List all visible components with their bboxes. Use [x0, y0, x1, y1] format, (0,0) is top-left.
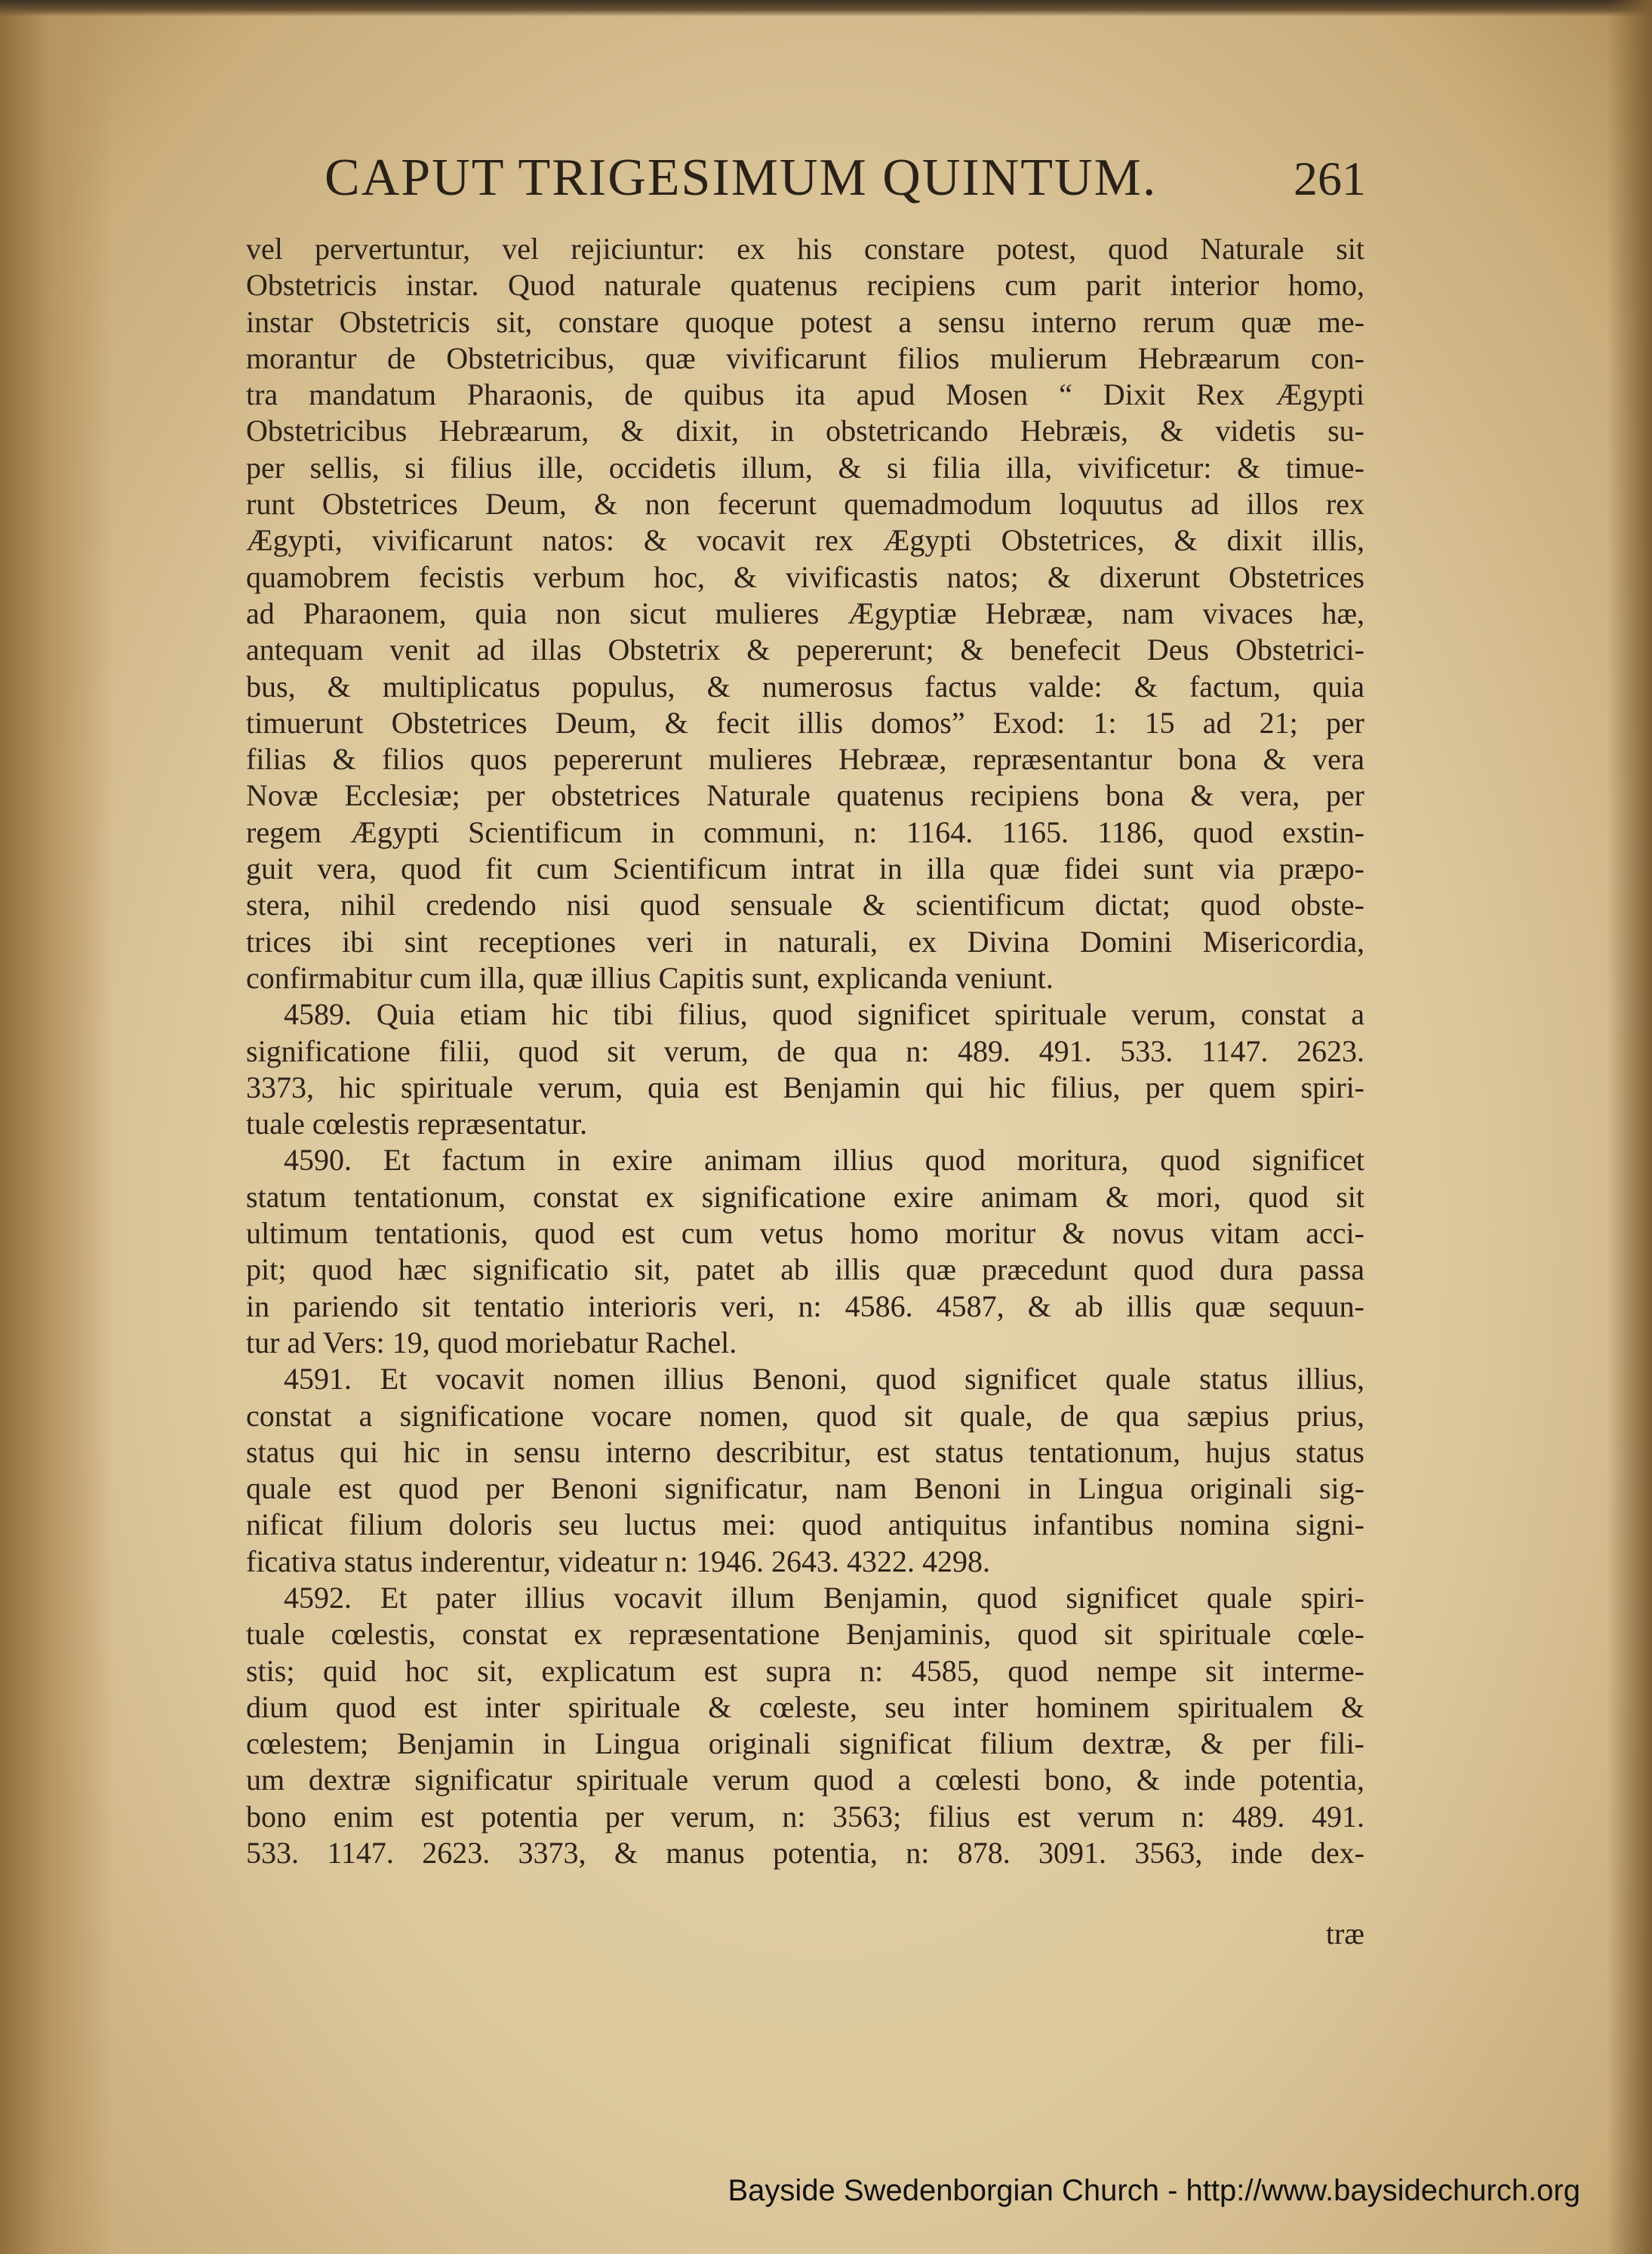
text-line: ad Pharaonem, quia non sicut mulieres Ægyptiæ Hebrææ, nam vivaces hæ, — [246, 596, 1364, 630]
text-line: 3373, hic spirituale verum, quia est Benjamin qui hic filius, per quem spiri- — [246, 1070, 1364, 1104]
text-line: vel pervertuntur, vel rejiciuntur: ex his constare potest, quod Naturale sit — [246, 232, 1364, 266]
text-line: dium quod est inter spirituale & cœleste, seu inter hominem spiritualem & — [246, 1689, 1364, 1724]
paragraph-4590-start: 4590. Et factum in exire animam illius quod moritura, quod significet — [284, 1143, 1364, 1178]
text-line: Obstetricis instar. Quod naturale quatenus recipiens cum parit interior homo, — [246, 268, 1364, 303]
text-line: timuerunt Obstetrices Deum, & fecit illis domos” Exod: 1: 15 ad 21; per — [246, 705, 1364, 740]
text-line: nificat filium doloris seu luctus mei: quod antiquitus infantibus nomina signi- — [246, 1507, 1364, 1542]
text-line: runt Obstetrices Deum, & non fecerunt quemadmodum loquutus ad illos rex — [246, 487, 1364, 522]
text-line: per sellis, si filius ille, occidetis illum, & si filia illa, vivificetur: & timue- — [246, 450, 1364, 485]
text-line: guit vera, quod fit cum Scientificum intrat in illa quæ fidei sunt via præpo- — [246, 851, 1364, 886]
body-text — [246, 231, 1364, 1871]
page-header — [325, 148, 1366, 216]
paragraph-4589-start: 4589. Quia etiam hic tibi filius, quod significet spirituale verum, constat a — [284, 997, 1364, 1032]
text-line: stis; quid hoc sit, explicatum est supra n: 4585, quod nempe sit interme- — [246, 1653, 1364, 1688]
paragraph-4591-start: 4591. Et vocavit nomen illius Benoni, quod significet quale status illius, — [284, 1362, 1364, 1396]
text-line: Obstetricibus Hebræarum, & dixit, in obstetricando Hebræis, & videtis su- — [246, 414, 1364, 448]
text-line: bus, & multiplicatus populus, & numerosus factus valde: & factum, quia — [246, 669, 1364, 704]
catchword: træ — [1325, 1917, 1364, 1951]
text-line: antequam venit ad illas Obstetrix & pepererunt; & benefecit Deus Obstetrici- — [246, 633, 1364, 667]
text-line: regem Ægypti Scientificum in communi, n: 1164. 1165. 1186, quod exstin- — [246, 814, 1364, 849]
text-line: statum tentationum, constat ex significatione exire animam & mori, quod sit — [246, 1179, 1364, 1214]
watermark-caption: Bayside Swedenborgian Church - http://www.baysidechurch.org — [728, 2174, 1580, 2207]
text-line: significatione filii, quod sit verum, de qua n: 489. 491. 533. 1147. 2623. — [246, 1033, 1364, 1068]
text-line: ultimum tentationis, quod est cum vetus homo moritur & novus vitam acci- — [246, 1216, 1364, 1251]
text-line: tuale cœlestis, constat ex repræsentatione Benjaminis, quod sit spirituale cœle- — [246, 1617, 1364, 1652]
text-line: 533. 1147. 2623. 3373, & manus potentia, n: 878. 3091. 3563, inde dex- — [246, 1836, 1364, 1871]
text-line: trices ibi sint receptiones veri in naturali, ex Divina Domini Misericordia, — [246, 924, 1364, 959]
running-head: CAPUT TRIGESIMUM QUINTUM. — [325, 149, 1158, 207]
text-line: cœlestem; Benjamin in Lingua originali significat filium dextræ, & per fili- — [246, 1726, 1364, 1761]
text-line: tra mandatum Pharaonis, de quibus ita apud Mosen “ Dixit Rex Ægypti — [246, 377, 1364, 412]
page-number: 261 — [1294, 152, 1366, 205]
spine-shadow — [0, 0, 113, 2254]
text-line: quale est quod per Benoni significatur, nam Benoni in Lingua originali sig- — [246, 1471, 1364, 1506]
text-line: filias & filios quos pepererunt mulieres Hebrææ, repræsentantur bona & vera — [246, 742, 1364, 777]
text-line: constat a significatione vocare nomen, quod sit quale, de qua sæpius prius, — [246, 1398, 1364, 1433]
text-line: stera, nihil credendo nisi quod sensuale & scientificum dictat; quod obste- — [246, 888, 1364, 922]
text-line: ficativa status inderentur, videatur n: 1946. 2643. 4322. 4298. — [246, 1544, 990, 1578]
text-line: Novæ Ecclesiæ; per obstetrices Naturale quatenus recipiens bona & vera, per — [246, 778, 1364, 813]
text-line: pit; quod hæc significatio sit, patet ab illis quæ præcedunt quod dura passa — [246, 1252, 1364, 1287]
text-line: quamobrem fecistis verbum hoc, & vivificastis natos; & dixerunt Obstetrices — [246, 559, 1364, 594]
top-edge-shadow — [0, 0, 1652, 17]
text-line: bono enim est potentia per verum, n: 3563; filius est verum n: 489. 491. — [246, 1799, 1364, 1834]
right-edge-shadow — [1607, 0, 1652, 2254]
text-line: morantur de Obstetricibus, quæ vivificarunt filios mulierum Hebræarum con- — [246, 340, 1364, 375]
text-line: tuale cœlestis repræsentatur. — [246, 1107, 588, 1141]
text-line: confirmabitur cum illa, quæ illius Capitis sunt, explicanda veniunt. — [246, 960, 1054, 995]
paragraph-4592-start: 4592. Et pater illius vocavit illum Benjamin, quod significet quale spiri- — [284, 1580, 1364, 1615]
text-line: Ægypti, vivificarunt natos: & vocavit rex Ægypti Obstetrices, & dixit illis, — [246, 523, 1364, 558]
text-line: status qui hic in sensu interno describitur, est status tentationum, hujus status — [246, 1434, 1364, 1469]
text-line: um dextræ significatur spirituale verum quod a cœlesti bono, & inde potentia, — [246, 1763, 1364, 1797]
text-line: tur ad Vers: 19, quod moriebatur Rachel. — [246, 1325, 737, 1359]
text-line: in pariendo sit tentatio interioris veri, n: 4586. 4587, & ab illis quæ sequun- — [246, 1289, 1364, 1323]
text-line: instar Obstetricis sit, constare quoque potest a sensu interno rerum quæ me- — [246, 304, 1364, 339]
